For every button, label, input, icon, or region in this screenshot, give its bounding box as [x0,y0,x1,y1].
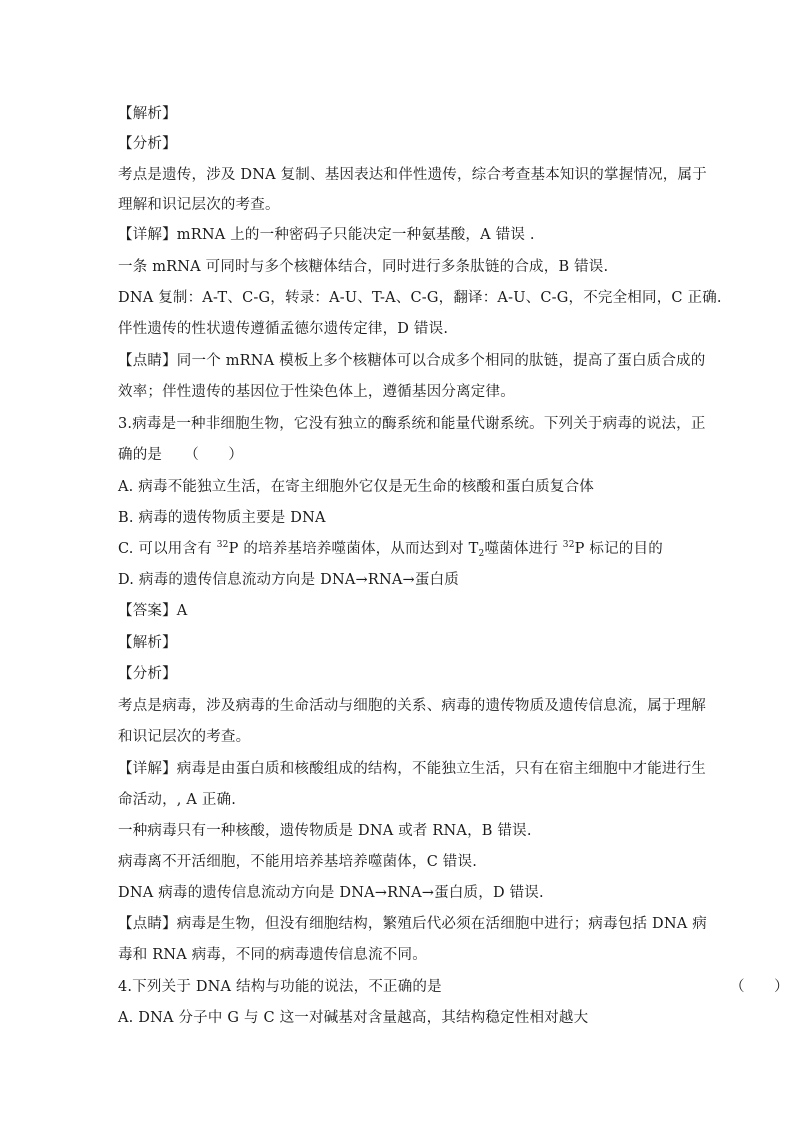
analysis-text-line: 理解和识记层次的考查。 [118,197,280,213]
option-c-prefix: C. 可以用含有 [118,541,217,557]
key-point-line: 【点睛】同一个 mRNA 模板上多个核糖体可以合成多个相同的肽链，提高了蛋白质合成的 [118,353,706,369]
question-3-stem: 3.病毒是一种非细胞生物，它没有独立的酶系统和能量代谢系统。下列关于病毒的说法，正 [118,416,706,432]
detail-text-line: 一条 mRNA 可同时与多个核糖体结合，同时进行多条肽链的合成，B 错误. [118,259,609,275]
detail-text-line: 命活动，, A 正确. [118,792,237,808]
answer-line: 【答案】A [118,603,188,619]
detail-text-line: 病毒离不开活细胞，不能用培养基培养噬菌体，C 错误. [118,854,478,870]
key-point-line: 毒和 RNA 病毒，不同的病毒遗传信息流不同。 [118,947,427,963]
question-3-stem: 确的是 （ ） [118,447,244,463]
detail-text-line: 【详解】mRNA 上的一种密码子只能决定一种氨基酸，A 错误 . [118,227,535,243]
subscript: 2 [478,549,485,559]
option-c-mid: P 的培养基培养噬菌体，从而达到对 T [228,541,479,557]
fenxi-heading-2: 【分析】 [118,666,177,682]
detail-text-line: 伴性遗传的性状遗传遵循孟德尔遗传定律，D 错误. [118,321,449,337]
option-c-mid: 噬菌体进行 [484,541,563,557]
analysis-text-line: 考点是遗传，涉及 DNA 复制、基因表达和伴性遗传，综合考查基本知识的掌握情况，属于 [118,167,707,183]
question-3-option-a: A. 病毒不能独立生活，在寄主细胞外它仅是无生命的核酸和蛋白质复合体 [118,479,594,495]
analysis-heading-1: 【解析】 [118,106,177,122]
isotope-superscript: 32 [562,540,575,550]
analysis-heading-2: 【解析】 [118,635,177,651]
fenxi-heading-1: 【分析】 [118,136,177,152]
analysis-text-line: 考点是病毒，涉及病毒的生命活动与细胞的关系、病毒的遗传物质及遗传信息流，属于理解 [118,698,706,714]
question-4-stem [118,977,789,997]
question-4-option-a: A. DNA 分子中 G 与 C 这一对碱基对含量越高，其结构稳定性相对越大 [118,1010,589,1026]
detail-text-line: 一种病毒只有一种核酸，遗传物质是 DNA 或者 RNA，B 错误. [118,823,532,839]
question-3-option-b: B. 病毒的遗传物质主要是 DNA [118,510,326,526]
isotope-superscript: 32 [216,540,229,550]
answer-paren: （ ） [730,979,789,995]
analysis-text-line: 和识记层次的考查。 [118,729,251,745]
key-point-line: 【点睛】病毒是生物，但没有细胞结构，繁殖后代必须在活细胞中进行；病毒包括 DNA 病 [118,916,707,932]
key-point-line: 效率；伴性遗传的基因位于性染色体上，遵循基因分离定律。 [118,384,515,400]
detail-text-line: DNA 复制：A-T、C-G，转录：A-U、T-A、C-G，翻译：A-U、C-G，不完全相同，C 正确. [118,290,722,306]
question-3-option-c [118,539,678,559]
question-4-text: 4.下列关于 DNA 结构与功能的说法，不正确的是 [118,979,442,995]
detail-text-line: DNA 病毒的遗传信息流动方向是 DNA→RNA→蛋白质，D 错误. [118,885,544,901]
question-3-option-d: D. 病毒的遗传信息流动方向是 DNA→RNA→蛋白质 [118,572,459,588]
option-c-suffix: P 标记的目的 [574,541,663,557]
detail-text-line: 【详解】病毒是由蛋白质和核酸组成的结构，不能独立生活，只有在宿主细胞中才能进行生 [118,761,706,777]
